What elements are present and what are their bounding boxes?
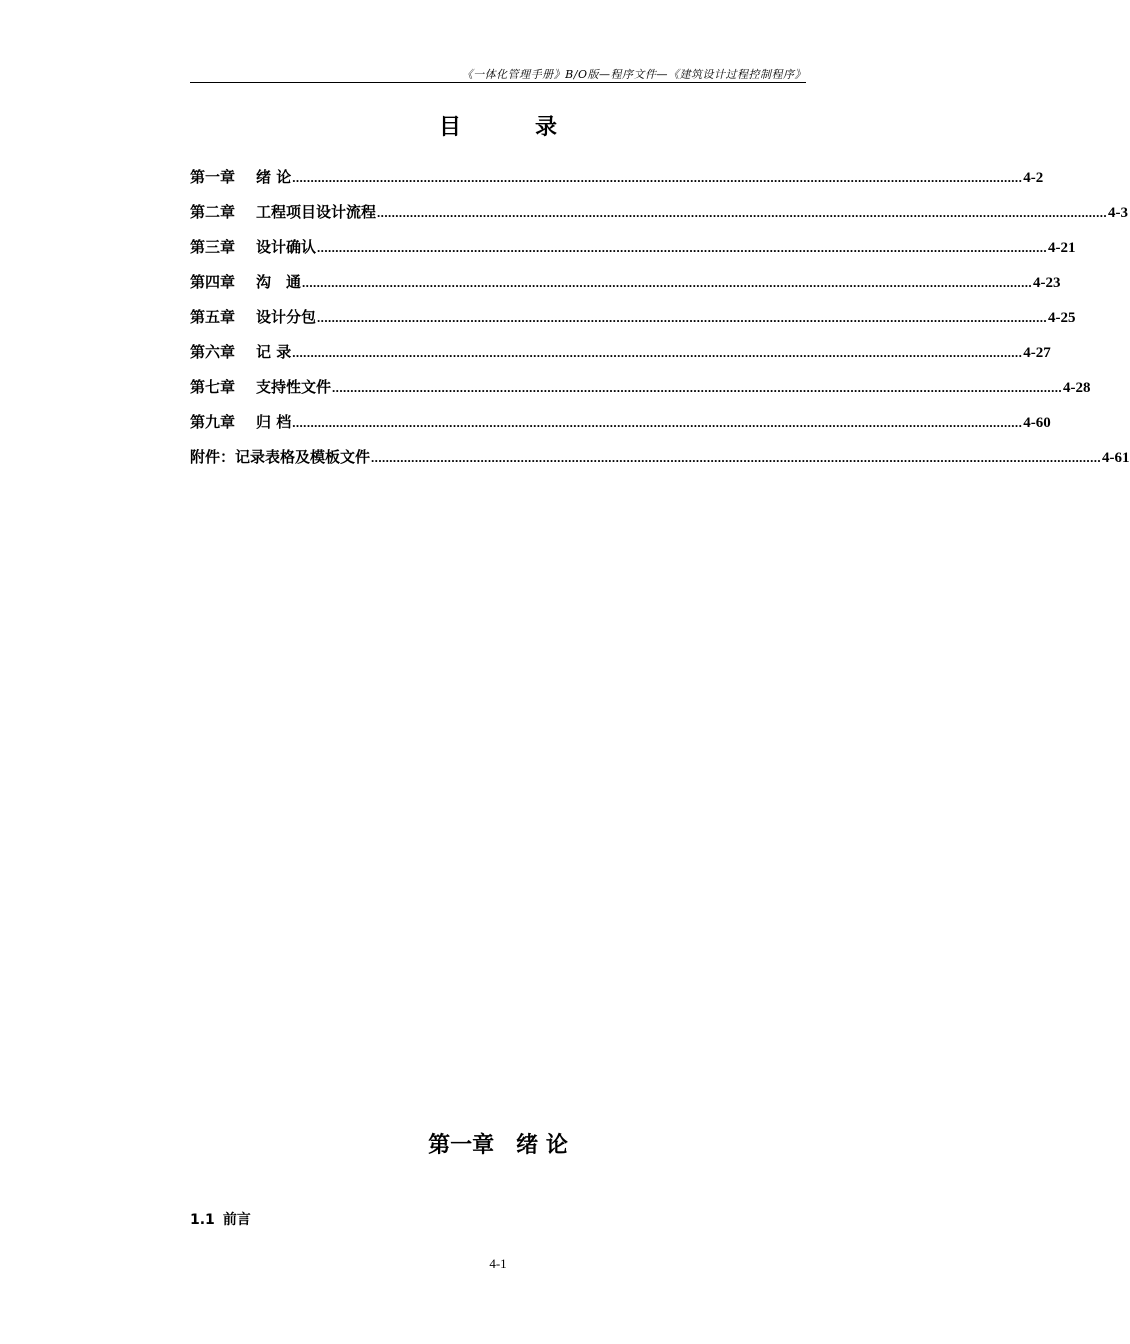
section-title: 前言 [222,1212,251,1228]
toc-entry-number: 第四章 [190,273,236,291]
toc-dot-leader: ........................................................................................................................................................................................................ [292,415,1023,430]
toc-dot-leader: ........................................................................................................................................................................................................ [332,380,1063,395]
running-header: 《一体化管理手册》B/O版—程序文件—《建筑设计过程控制程序》 [461,68,806,81]
toc-entry-number: 第七章 [190,378,236,396]
header-rule [190,82,806,83]
toc-dot-leader: ........................................................................................................................................................................................................ [292,345,1023,360]
toc-entry-label: 绪 论 [256,168,292,186]
toc-entry-label: 设计确认 [256,238,317,256]
toc-entry-page: 4-61 [1102,450,1130,466]
toc-entry[interactable] [190,236,1076,271]
toc-title-part1: 目 [438,115,461,140]
toc-entry-number: 第六章 [190,343,236,361]
toc-entry-page: 4-27 [1023,345,1051,361]
toc-entry[interactable] [190,376,1091,411]
toc-dot-leader: ........................................................................................................................................................................................................ [302,275,1033,290]
toc-entry-label: 沟 通 [256,273,302,291]
section-heading [190,1209,251,1229]
toc-entry[interactable] [190,166,1044,201]
toc-dot-leader: ........................................................................................................................................................................................................ [317,240,1048,255]
toc-entry-page: 4-2 [1023,170,1044,186]
chapter-heading [190,1128,806,1159]
toc-dot-leader: ........................................................................................................................................................................................................ [371,450,1102,465]
toc-entry-label: 归 档 [256,413,292,431]
toc-entry-number: 第五章 [190,308,236,326]
toc-entry-number: 第三章 [190,238,236,256]
toc-entry[interactable] [190,341,1051,376]
toc-entry[interactable] [190,201,1129,236]
toc-entry-label: 记 录 [256,343,292,361]
toc-entry[interactable] [190,306,1076,341]
toc-entry[interactable] [190,411,1051,446]
toc-entry-page: 4-25 [1048,310,1076,326]
toc-entry-page: 4-23 [1033,275,1061,291]
chapter-title: 绪 论 [516,1133,568,1158]
chapter-number: 第一章 [428,1133,495,1158]
page-number: 4-1 [489,1256,507,1271]
toc-dot-leader: ........................................................................................................................................................................................................ [377,205,1108,220]
toc-title-part2: 录 [535,115,558,140]
section-number: 1.1 [190,1212,215,1228]
toc-dot-leader: ........................................................................................................................................................................................................ [292,170,1023,185]
toc-entry-number: 第九章 [190,413,236,431]
toc-dot-leader: ........................................................................................................................................................................................................ [317,310,1048,325]
toc-entry-page: 4-60 [1023,415,1051,431]
toc-entry-label: 工程项目设计流程 [256,203,377,221]
toc-entry-label: 支持性文件 [256,378,332,396]
toc-entry-label: 设计分包 [256,308,317,326]
toc-entry[interactable] [190,446,1130,481]
toc-title [190,110,806,141]
toc-entry-page: 4-21 [1048,240,1076,256]
table-of-contents [190,166,1130,481]
toc-entry-label: 附件：记录表格及模板文件 [190,448,371,466]
toc-entry-number: 第一章 [190,168,236,186]
toc-entry-page: 4-28 [1063,380,1091,396]
toc-entry-page: 4-3 [1108,205,1129,221]
toc-entry-number: 第二章 [190,203,236,221]
toc-entry[interactable] [190,271,1061,306]
